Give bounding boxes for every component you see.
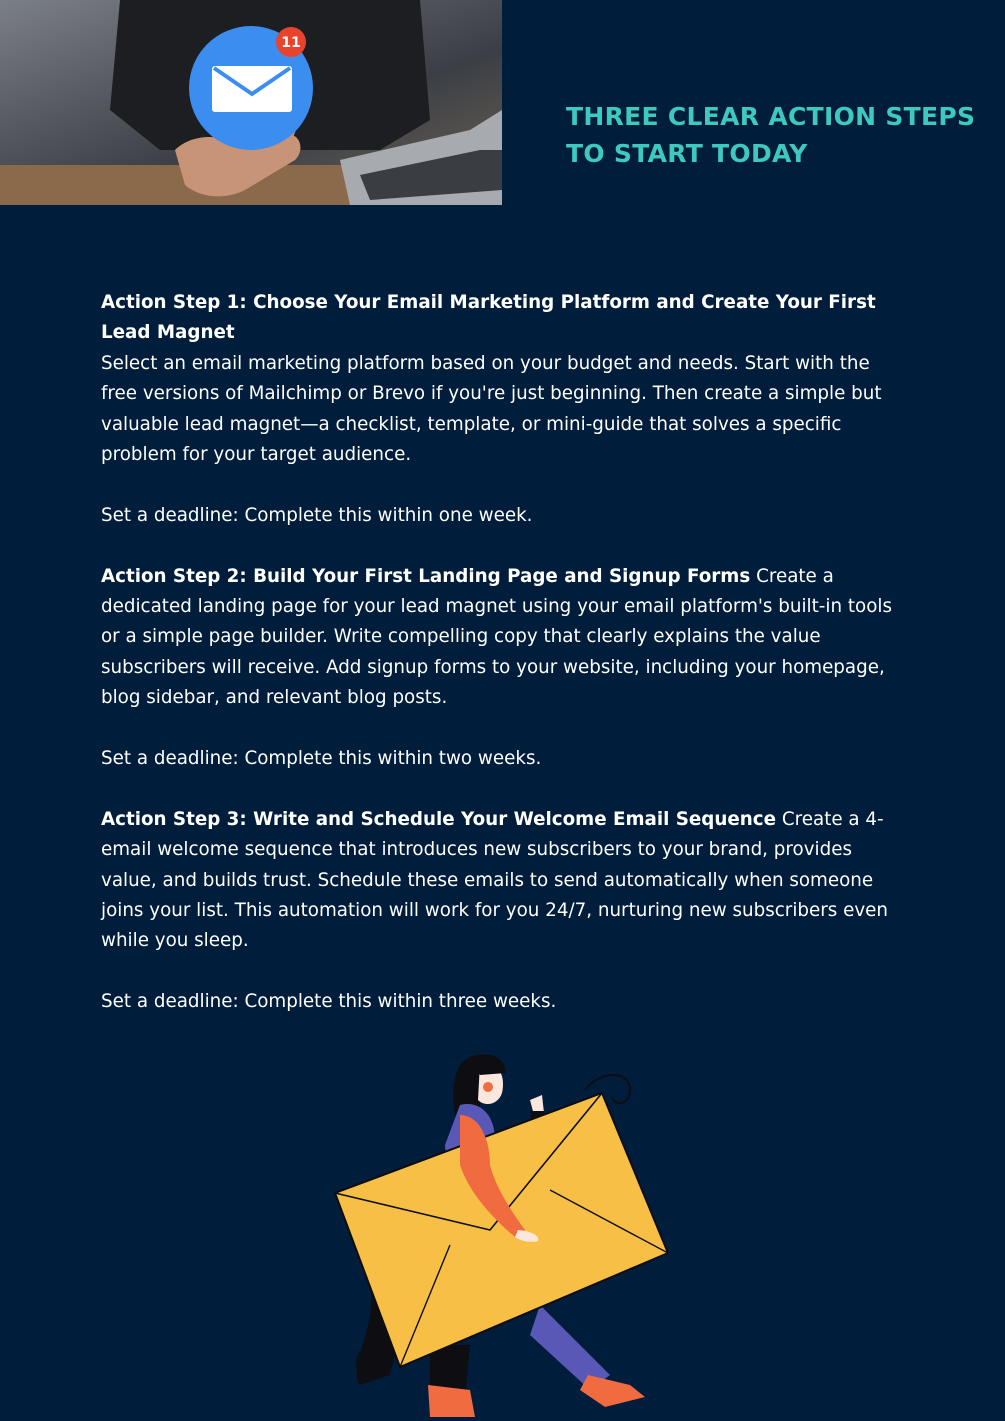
title-line-1: THREE CLEAR ACTION STEPS xyxy=(566,102,976,131)
step-1-body: Select an email marketing platform based on your budget and needs. Start with the free versions of Mailchimp or Brevo if you're just beginning. Then create a simple but valuable lead magnet—a checklist, template, or mini-guide that solves a specific problem for your target audience. xyxy=(101,352,882,466)
envelope-icon xyxy=(335,1093,668,1367)
page-title xyxy=(566,98,986,172)
step-1-deadline: Set a deadline: Complete this within one week. xyxy=(101,504,533,526)
title-line-2: TO START TODAY xyxy=(566,139,808,168)
step-2 xyxy=(101,562,911,714)
step-3 xyxy=(101,805,911,957)
step-3-title: Action Step 3: Write and Schedule Your Welcome Email Sequence xyxy=(101,808,777,830)
svg-text:11: 11 xyxy=(281,35,301,51)
step-3-deadline: Set a deadline: Complete this within three weeks. xyxy=(101,991,557,1013)
step-2-deadline: Set a deadline: Complete this within two weeks. xyxy=(101,748,542,770)
step-1-title: Action Step 1: Choose Your Email Marketing Platform and Create Your First Lead Magnet xyxy=(101,292,876,344)
envelope-icon xyxy=(212,66,292,112)
step-1 xyxy=(101,288,911,470)
step-2-body: Create a dedicated landing page for your lead magnet using your email platform's built-in tools or a simple page builder. Write compelling copy that clearly explains the value subscribers will receive. Add signup forms to your website, including your homepage, blog sidebar, and relevant blog posts. xyxy=(101,565,892,709)
woman-carrying-envelope-illustration xyxy=(330,1045,680,1421)
step-3-body: Create a 4-email welcome sequence that introduces new subscribers to your brand, provides value, and builds trust. Schedule these emails to send automatically when someone joins your list. This automation will work for you 24/7, nurturing new subscribers even while you sleep. xyxy=(101,808,889,952)
notification-badge xyxy=(276,27,306,57)
step-2-title: Action Step 2: Build Your First Landing Page and Signup Forms xyxy=(101,565,751,587)
hero-photo xyxy=(0,0,502,205)
action-steps xyxy=(101,288,911,1018)
